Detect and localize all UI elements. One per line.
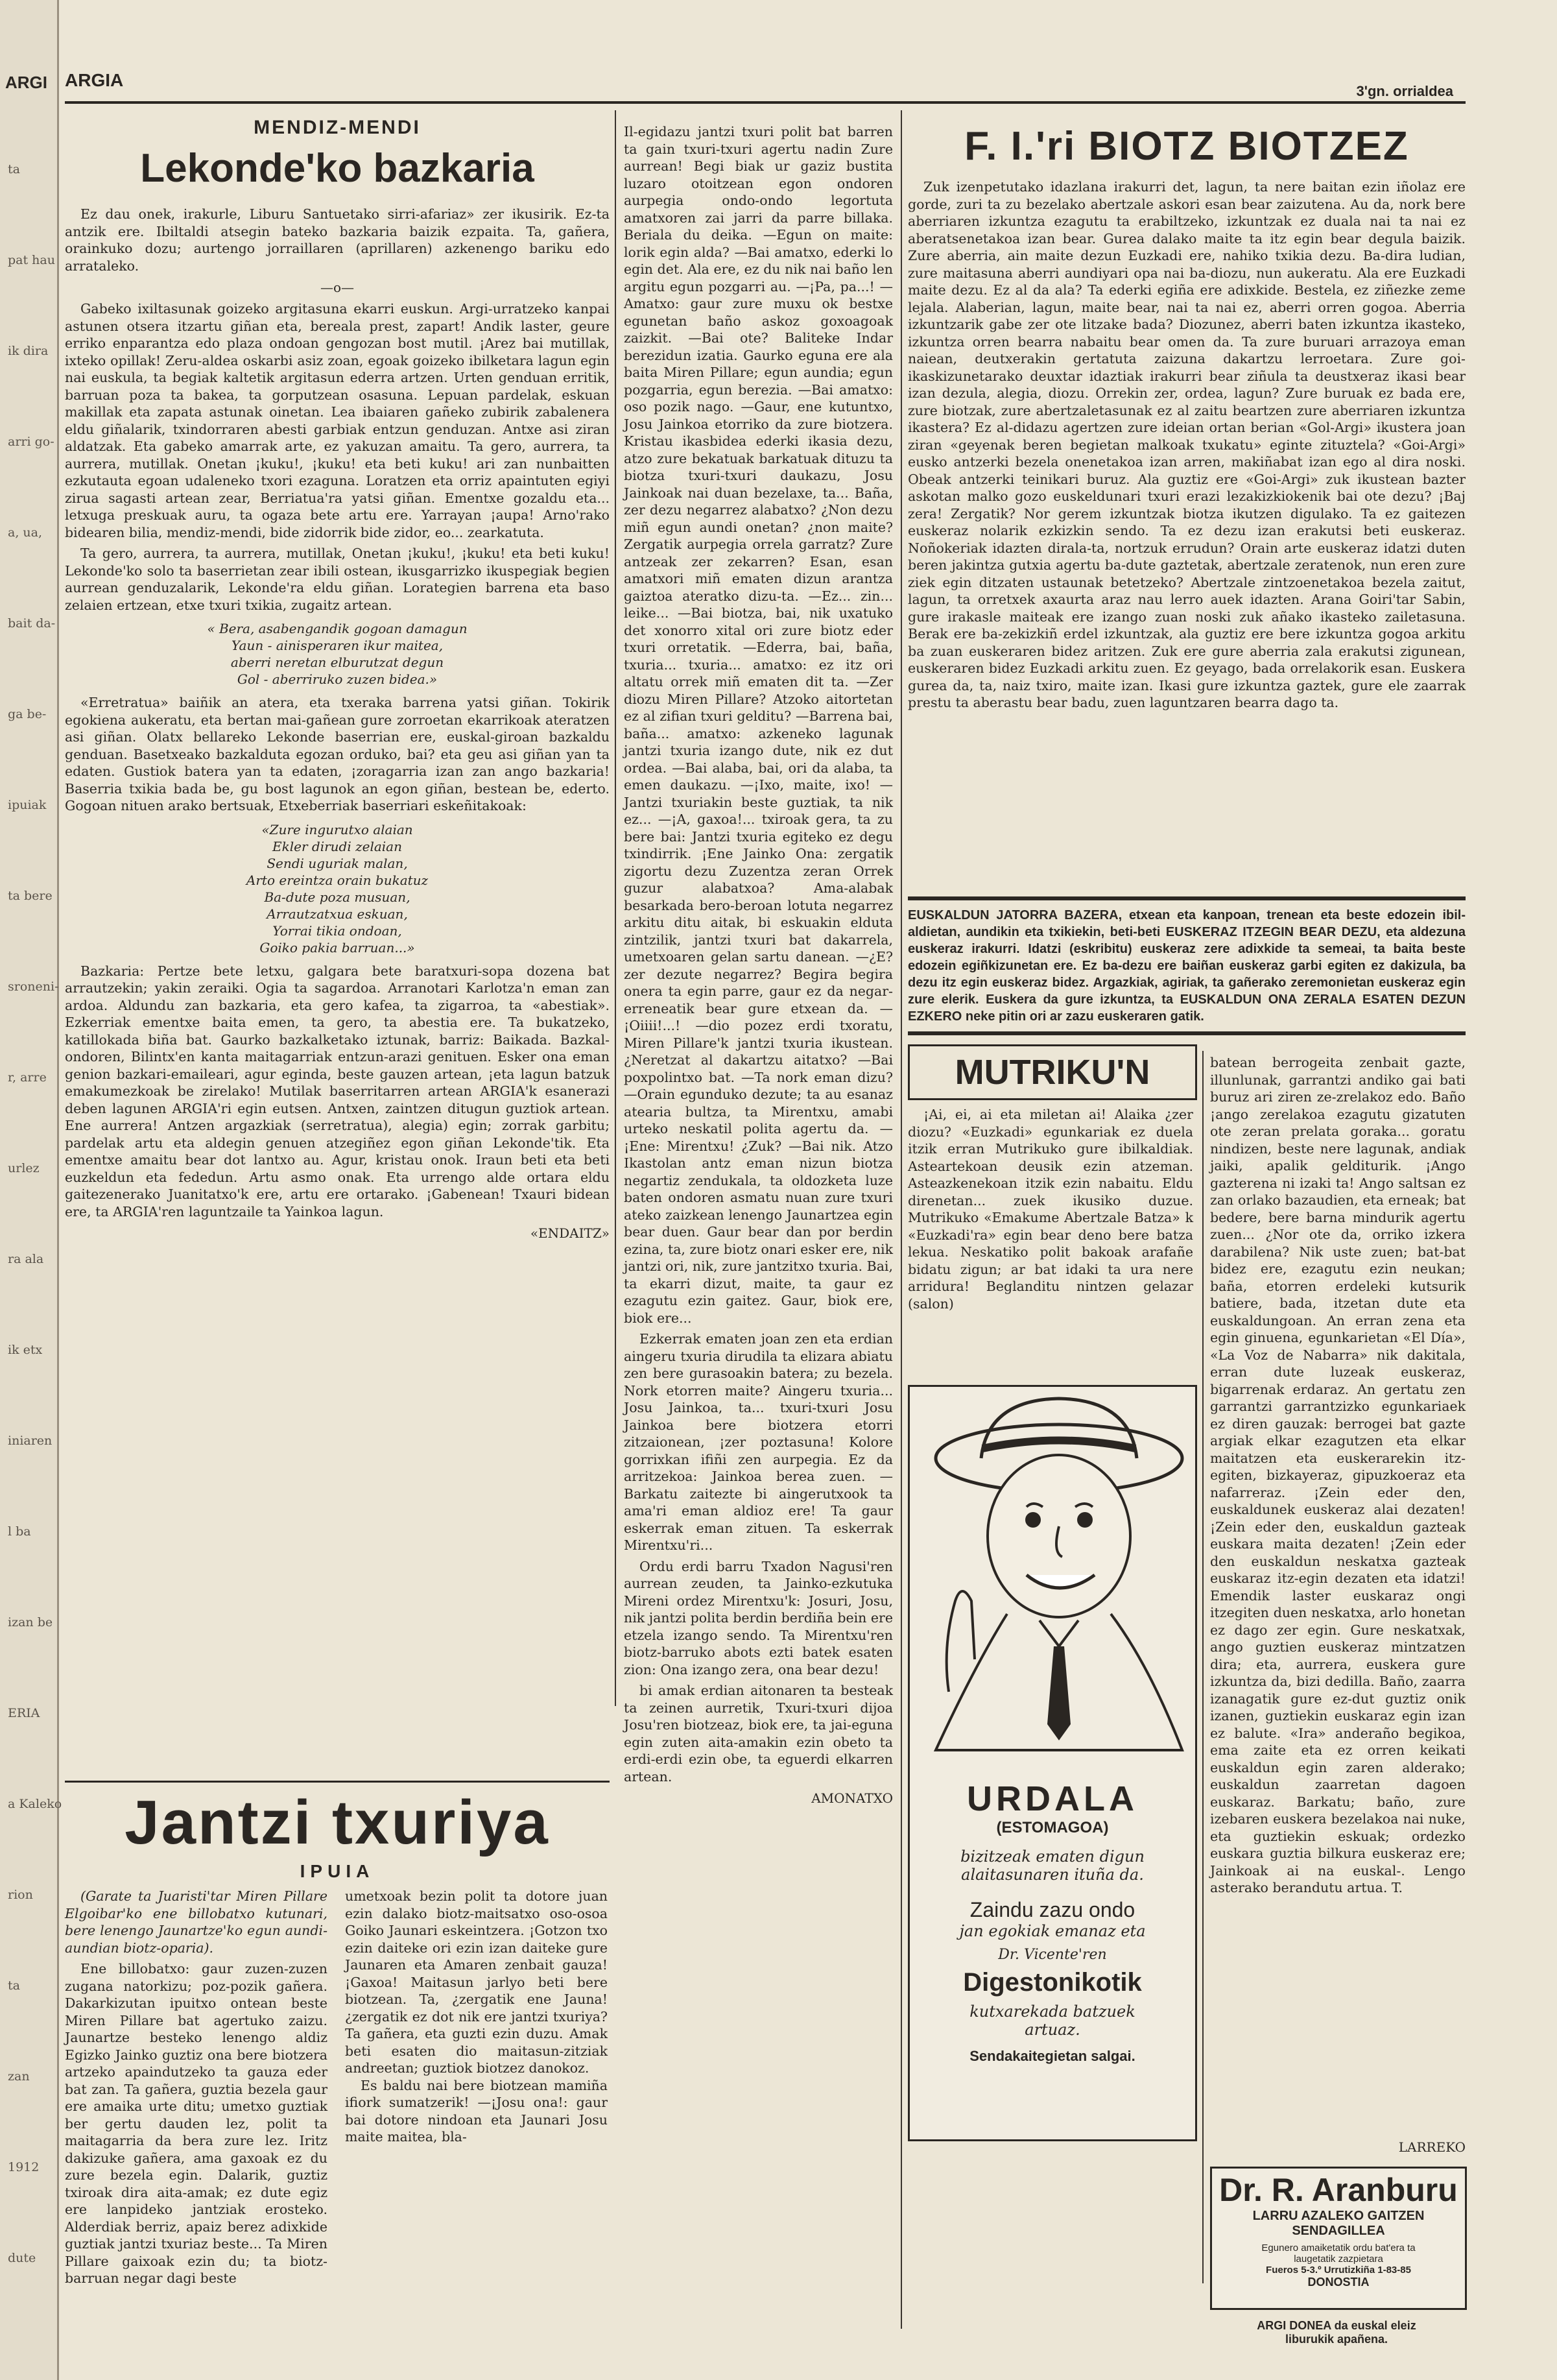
story-body: umetxoak bezin polit ta dotore juan ezin dalako biotz-maitsatxo oso-osoa Goiko Jaunari eskeintzera. ¡Gotzon txo ezin daiteke ori ezin izan daiteke gure Jaunaren eta Amaren zenbait gauza! ¡Gaxoa! Maitasun jarlyo beti bere biotzean. Ta, ¿zergatik ene Jauna! ¿zergatik ez dot nik ere jantzi txuriya? Ta gañera, eta guzti ezin duzu. Amak beti esaten dio maitasun-zitziak andreetan; guztiok biotzez danokoz. [345, 1888, 608, 2076]
story-body: Il-egidazu jantzi txuri polit bat barren ta gain txuri-txuri agertu nadin Zure aurrean! Begi biak ur gaziz bustita luzaro otoitzean egon ondoren aurpegia ondo-ondo legortuta amatxoren zai jarri da parre billaka. Beriala du deika. —Egun on maite: lorik egin alda? —Bai amatxo, ederki lo egin det. Ala ere, ez du nik nai baño len argitu egun pozgarri au. —¡Pa, pa...! —Amatxo: gaur zure muxu ok bestxe egunetan baño askoz goxoagoak zaizkit. —Bai ote? Baliteke Indar berezidun izatia. Gaurko eguna ere ala baita Miren Pillare; egun aundia; egun pozgarria, egun berezia. —Bai amatxo: oso pozik nago. —Gaur, ene kutuntxo, Josu Jainkoa etorriko da zure biotzera. Kristau ikasbidea ederki ikasia dezu, atzo zure bekatuak barkatuak dituzu ta biotza txuri-txuri daukazu, Josu Jainkoak nai duan bezelaxe, ta... Baña, zer dezu negarrez alabatxo? ¿Non dezu miñ egun aundi onetan? ¿non maite? Zergatik aurpegia orrela garratz? Zure antzeak zer zekarren? Esan, esan amatxori miñ ematen dizun arantza gaiztoa ateratko dizu-ta. —Ez... zin... leike... —Bai biotza, bai, nik uxatuko det xonorro xital ori zure biotz eder txuri orretatik. —Ederra, bai, baña, txuria... txuria... amatxo: ez itz ori altatu orrek miñ ematen dit ta. —Zer diozu Miren Pillare? Atzoko aitortetan ez al zifian txuri gelditu? —Barrena bai, baña... amatxo: azkeneko lagunak jantzi txuria izango dute, nik ez dut ordea. —Bai alaba, bai, ori da alaba, ta emen daukazu. —¡Ixo, maite, ixo! —Jantzi txuriakin beste guztiak, ta nik ez... —¡A, gaxoa!... txiroak gera, ta zu bere bai: Jantzi txuria egiteko ez degu txindirrik. ¡Ene Jainko Ona: zergatik zigortu dezu Zuzentza zeran Orrek guzur alabatxoa? Ama-alabak besarkada bero-beroan lotuta negarrez arkitu ditu aitak, bi eskuakin elduta zintzilik, jantzi txuri bat dakarrela, umetxoaren gelan sartu danean. —¿E? zer dezute negarrez? Begira begira onera ta egin parre, gaur ez da negar-erreneatik bear gure etxean da. —¡Oiiii!...! —dio pozez erdi txoratu, Miren Pillare'k jantzi txuria ikustean. ¿Neretzat al dakartzu aitatxo? —Bai poxpolintxo bat. —Ta nork eman dizu? —Orain egunduko dezute; ta au esanaz atearia bultza, ta Mirentxu, amabi urteko neskatil polita agertu da. —¡Ene: Mirentxu! ¿Zuk? —Bai nik. Atzo Ikastolan antz eman nizun biotza negartiz zendukala, ta oldozketa luze baten ondoren asmatu nuan zure txuri ateko zaizkean lenengo Jaunartzea egin bear duen. Gaur bear dan por berdin ezina, ta, zure biotz onari esker ere, nik jantzi ori, nik, zure jantzitxo txuria. Bai, ta ekarri dizut, maite, ta gaur ez ezagutu ezin gaitez. Gaur, biok ere, biok ere... [624, 124, 893, 1326]
brand-name: URDALA [967, 1779, 1138, 1818]
story-body: Es baldu nai bere biotzean mamiña ifiork sumatzerik! —¡Josu ona!: gaur bai dotore nindoan eta Jaunari Josu maite maitea, bla- [345, 2077, 608, 2145]
doctor-name: Dr. R. Aranburu [1219, 2172, 1458, 2208]
margin-fragment: sroneni- [8, 980, 59, 994]
story-continuation [624, 123, 893, 2342]
margin-fragment: a, ua, [8, 525, 43, 540]
ad-line: Zaindu zazu ondo [969, 1898, 1135, 1921]
article-body: Bazkaria: Pertze bete letxu, galgara bete baratxuri-sopa dozena bat arrautzekin; yakin zeraiki. Ogia ta sagardoa. Arranotari Karlotza'n eman zan ardoa. Aldundu zan bazkaria, eta gero kafea, ta zigarroa, ta «abestiak». Ezkerriak ementxe baita emen, ta gero, ta abestia ere. Ta bukatzeko, katillokada biña bat. Gaurko bazkalketako iztunak, barriz: Baikada. Bazkal-ondoren, Bilintx'en kanta maitagarriak entzun-arazi genituen. Esker ona eman genion bazkari-emaileari, agur eginda, beste gauzen artean, ¡eta lagun batzuk emakumezkoak be zirelako! Mutilak baserritarren artean ARGIA'k esanerazi deben lagunen ARGIA'ri egin eutsen. Antxen, zaintzen ditugun guztiok artean. Ene aurrera! Antzen argazkiak (serretratua), alegia) egin; zorrak garbitu; pardelak artu eta aldegin genuen atzegiñez egon giñan Lekonde'tik. Eta ementxe amaitu bear dot lantxo au. Agur, kristau onok. Iraun beti eta beti euzkeldun eta fededun. Artu asmo onak. Eta urrengo alde ortara eldu gaitezenerako Juanitatxo'k ere, artu ere ortarako. ¡Gabenean! Txauri bidean ere, ta ARGIA'ren laguntzaile ta Yainkoa lagun. [65, 963, 610, 1220]
article-body: «Erretratua» baiñik an atera, eta txeraka barrena yatsi giñan. Tokirik egokiena aukeratu, eta bertan mai-gañean gure zorroetan ekarrikoak ateratzen asi giñan. Olatx bellareko Lekonde baserrian ere, euskal-giroan bazkaldu genduan. Basetxeako bazkalduta egozan orduko, bai? eta geu asi giñan yan ta edaten. Gustiok batera yan ta edaten, ¡zoragarria izan zan ango bazkaria! Baserria txikia bada be, gu bost lagunok an egon giñan, bestean be, ederto. Gogoan nituen arako bertsuak, Etxeberriak baserriari eskeñitakoak: [65, 695, 610, 813]
article-body: Ta gero, aurrera, ta aurrera, mutillak, Onetan ¡kuku!, ¡kuku! eta beti kuku! Lekonde'ko solo ta baserrietan zear ibili ostean, ikusgarrizko ikuspegiak begien aurrean genduzalarik, Lekonde'ra eldu giñan. Lorategien barrena eta baso zelaien ertzean, etxe txuri txikia, zugaitz artean. [65, 546, 610, 613]
closing-note: ARGI DONEA da euskal eleiz liburukik apañena. [1257, 2319, 1416, 2346]
section-rule [908, 896, 1466, 900]
man-with-hat-illustration [910, 1387, 1195, 1770]
margin-fragment: ipuiak [8, 798, 47, 812]
margin-fragment: ga be- [8, 707, 47, 721]
section-rule [908, 1031, 1466, 1035]
doctor-address: Fueros 5-3.º Urrutizkiña 1-83-85 [1266, 2265, 1411, 2276]
column-divider [901, 110, 902, 2329]
margin-title: ARGI [5, 73, 47, 92]
column-divider [615, 110, 616, 1706]
story-subtitle: IPUIA [300, 1861, 375, 1881]
article-title: Lekonde'ko bazkaria [140, 146, 534, 191]
margin-fragment: dute [8, 2251, 36, 2265]
margin-fragment: l ba [8, 1524, 31, 1539]
margin-fragment: izan be [8, 1615, 53, 1629]
margin-fragment: zan [8, 2069, 30, 2084]
story-body: bi amak erdian aitonaren ta besteak ta zeinen aurretik, Txuri-txuri dijoa Josu'ren biotzeaz, biok ere, ta jai-eguna egin zuten aita-amakin ezin obeto ta erdi-erdi ezin obe, ta eguerdi elkarren artean. [624, 1683, 893, 1785]
margin-fragment: rion [8, 1888, 33, 1902]
column-divider [1202, 1051, 1204, 2283]
newspaper-name: ARGIA [65, 70, 124, 90]
article-body: Zuk izenpetutako idazlana irakurri det, lagun, ta nere baitan ezin iñolaz ere gorde, zuri ta zu bezelako abertzale askori esan bear zaizutena. Au da, nork bere aberriaren izkuntza ezagutu ta erabiltzeko, izkuntzak ez duala nai ta nai ez aberatsenetakoa izan bear. Gurea dalako maite ta itz egin bear degula baizik. Zure aberria, ain maite dezun Euzkadi ere, nahiko txikia dezu. Ba-dira ludian, zure maitasuna aberri aundiyari opa nai ba-diozu, nun aukeratu. Ala ere Euzkadi maite dezu. Ez al da ala? Ta ederki egiña ere adixkide. Bestela, ez ziñezke zeme lejala. Alaberian, lagun, maite bear, nai ta nai ez, aberri orren gogoa. Aberria izkuntzarik gabe zer ote litzake bada? Diozunez, aberri baten izkuntza ikasteko, izkuntza orren bearra nabaitu bear omen da. Ta zure buruari arrazoya eman naiean, deutxerakin gertatuta zaizuna dakartzu lerroetara. Zure goi-ikaskizunetarako deuxtar idaztiak irakurri bear ziñula ta deustxeraz ikasi bear izan dezula, alegia, diozu. Orrekin zer, ordea, lagun? Zure buruak ez bada ere, zure biotzak, zure abertzaletasunak ez al zaitu beartzen zure aberriaren izkuntza ikastera? Ez al-didazu agertzen zure ideian ortan berian «Gol-Argi» ikustera joan ziran «geyenak beren begietan malkoak txukatu» eginte zituztela? «Goi-Argi» eusko antzerki bezela onenetakoa izan arren, makiñabat izan ego al dira noski. Obeak antzerki teinikari buruz. Ala guztiz ere «Goi-Argi» zuk ikustean bazter askotan malko gozo euskeldunari txuri erazi lezakizkiokenik bai ote dezu? ¡Baj zera! Zergatik? Nor gerem izkuntzak biotza ikutzen digulako. Ta ez gaitezen euskeraz nolarik ezkizkin sendo. Ta ez dezu izan erakutsi beti euskeraz. Noñokeriak idazten dirala-ta, nortzuk errudun? Orain arte euskeraz idatzi duten beren jakintza gutxia agertu ba-dute gaztetak, abertzale zeratenok, nun eren zure ziek egin ditzaten ustaunak betetzeko? Abertzale zintzoenetakoa bezela zaitut, lagun, ta orretxek axaurta araz nau lerro auek idazten. Arana Goiri'tar Sabin, gure irakasle maiteak ere izango zuan noski zuk añako ikasteko zailetasuna. Berak ere ba-zekizkiñ erdel izkuntzak, ala guztiz ere bere izkuntza gogoa arkitu ba zuan euskeraren bidez aritzen. Zuk ere gure aberria zala erakutsi zigunean, euskeraren bidez Euzkadi arkitu zuen. Ez geyago, bada orrelakorik esan. Euskera gurea da, ta, naiz txiro, maite izan. Ikasi gure izkuntza gaztek, gure ele zaarrak prestu ta aberastu bear badu, zuen laguntzaren bearra dago ta. [908, 179, 1466, 710]
ad-line: artuaz. [1025, 2021, 1080, 2039]
ad-line: kutxarekada batzuek [969, 2002, 1135, 2021]
ad-line: alaitasunaren ituña da. [961, 1866, 1144, 1884]
margin-fragment: ra ala [8, 1252, 44, 1266]
section-title: MUTRIKU'N [955, 1053, 1150, 1092]
margin-fragment: a Kaleko [8, 1797, 62, 1811]
margin-fragment: ik etx [8, 1343, 43, 1357]
section-heading-box [908, 1044, 1197, 1100]
story-jantzi [65, 1787, 610, 1882]
story-body: Ezkerrak ematen joan zen eta erdian aingeru txuria dirudila ta elizara abiatu zen bere gurasoakin batera; zu bezela. Nork etorren maite? Aingeru txuria... Josu Jainkoa, ta... txuri-txuri Josu Jainkoa bere biotzera etorri zitzaionean, ¡zer poztasuna! Kolore gorrixkan ifiñi zen aurpegia. Ez da arritzekoa: Jainkoa berea zuen. —Barkatu zaitezte bi aingerutxook ta ama'ri eman aldioz ere! Ta gaur eskerrak eman zituen. Ta eskerrak Mirentxu'ri... [624, 1331, 893, 1553]
doctor-specialty: LARRU AZALEKO GAITZEN [1252, 2209, 1425, 2223]
margin-fragment: urlez [8, 1161, 40, 1175]
ad-line: bizitzeak ematen digun [960, 1847, 1145, 1866]
mutriku-body: ¡Ai, ei, ai eta miletan ai! Alaika ¿zer diozu? «Euzkadi» egunkariak ez duela itzik erran Mutrikuko gure ibilkaldiak. Asteartekoan deusik ezin atzeman. Asteazkenekoan itzik ezin nabaitu. Eldu direnetan... zuek ikusiko duzue. Mutrikuko «Emakume Abertzale Batza» k «Euzkadi'ra» egin bear deno bere batza lekua. Neskatiko polit bakoak arafañe bidatu zigun; ar bat idaki ta ura nere arridura! Beglanditu nintzen gelazar (salon) [908, 1107, 1193, 1312]
margin-fragment: ta bere [8, 889, 53, 903]
story-body: Ene billobatxo: gaur zuzen-zuzen zugana natorkizu; poz-pozik gañera. Dakarkizutan ipuitxo ontean beste Miren Pillare bat agertuko zaizu. Jaunartze besteko lenengo aldiz Egizko Jainko guztiz ona bere biotzera artzeko apaindutzeko ta gauza eder bat zan. Ta gañera, guztia bezela gaur ere amaika urte ditu; umetxo guztiak ber gertu dauden lez, polit ta maitagarria da bera zure lez. Iritz dakizuke gañera, ama gaxoak ez du zure bezela egin. Dalarik, guztiz txiroak dira aita-amak; ez dute egiz ere lanpideko jantziak erosteko. Alderdiak berriz, apaiz berez adixkide guztiak jantzi txuriaz beste... Ta Miren Pillare gaixoak ezin du; ta biotz-barruan negar dagi beste [65, 1961, 327, 2286]
verse: « Bera, asabengandik gogoan damagun Yaun - ainisperaren ikur maitea, aberri neretan elburutzat degun Gol - aberriruko zuzen bidea.» [207, 621, 468, 687]
margin-fragment: arri go- [8, 435, 54, 449]
page-number: 3'gn. orrialdea [1356, 83, 1453, 99]
notice-box [908, 907, 1466, 1024]
doctor-city: DONOSTIA [1307, 2276, 1370, 2289]
story-body: Ordu erdi barru Txadon Nagusi'ren aurrean zeuden, ta Jainko-ezkutuka Mireni ordez Mirentxu'k: Josuri, Josu, nik jantzi polita berdin berdiña bein ere etzela izango sendo. Ta Mirentxu'ren biotz-barruko abots ezti batek esaten zion: Ona izango zera, ona bear dezu! [624, 1558, 893, 1677]
margin-fragment: bait da- [8, 616, 56, 631]
separator: —o— [320, 280, 355, 295]
margin-fragment: iniaren [8, 1434, 53, 1448]
story-title: Jantzi txuriya [125, 1788, 550, 1857]
article-lekonde [65, 117, 610, 1241]
article-intro: Ez dau onek, irakurle, Liburu Santuetako sirri-afariaz» zer ikusirik. Ez-ta antzik ere. Ibiltaldi atsegin bateko bazkaria baizik ezpaita. Ta, gañera, orainkuko dozu; aurtengo jorraillaren (aprillaren) azkenengo bariku edo arrataleko. [65, 206, 610, 274]
margin-fragment: ta [8, 1978, 20, 1993]
ad-line: Sendakaitegietan salgai. [969, 2048, 1135, 2064]
story-column [65, 1888, 327, 2287]
margin-fragment: ta [8, 162, 20, 176]
ad-line: Dr. Vicente'ren [998, 1947, 1107, 1963]
article-kicker: MENDIZ-MENDI [254, 117, 421, 138]
signature: LARREKO [1398, 2139, 1466, 2155]
header-rule [65, 101, 1466, 104]
doctor-advertisement [1210, 2167, 1467, 2310]
signature: «ENDAITZ» [530, 1225, 610, 1241]
notice-lead: EUSKALDUN JATORRA BAZERA, [908, 908, 1123, 922]
signature: AMONATXO [811, 1790, 893, 1806]
urdala-advertisement [908, 1385, 1197, 2141]
story-dedication: (Garate ta Juaristi'tar Miren Pillare Elgoibar'ko ene billobatxo kutunari, bere lenengo Jaunartze'ko egun aundi-aundian biotz-oparia). [65, 1888, 327, 1956]
margin-fragment: 1912 [8, 2160, 40, 2174]
story-column [345, 1888, 608, 2146]
margin-fragment: r, arre [8, 1070, 47, 1085]
product-name: Digestonikotik [963, 1968, 1142, 1997]
brand-subtitle: (ESTOMAGOA) [996, 1819, 1109, 1836]
verse: «Zure ingurutxo alaian Ekler dirudi zelaian Sendi uguriak malan, Arto ereintza orain bukatuz Ba-dute poza musuan, Arrautzatxua eskuan, Yorrai tikia ondoan, Goiko pakia barruan...» [246, 821, 429, 956]
article-biotz [908, 123, 1466, 924]
article-title: F. I.'ri BIOTZ BIOTZEZ [964, 124, 1409, 169]
doctor-hours: Egunero amaiketatik ordu bat'era ta [1261, 2242, 1416, 2254]
article-body: Gabeko ixiltasunak goizeko argitasuna ekarri euskun. Argi-urratzeko kanpai astunen otsera itzartu giñan eta, bereala prest, zapart! Andik laster, geure erriko enparantza edo plaza ondoan gengozan bost mutil. ¡Arez bai mutillak, ixteko opillak! Zeru-aldea oskarbi asiz zoan, egoak goizeko ibilketara lagun egin nai euskula, ta begiak kaltetik argitasun ederra artzen. Urten genduan erritik, barruan poza ta bakea, ta gorputzean osasuna. Lepuan pardelak, eskuan makillak eta zapata astunak oinetan. Lea ibaiaren gañeko zubirik zabalenera eldu giñalarik, txindorraren abesti garbiak entzun genduzan. Antxe asi ziran aldatzak. Eta gabeko amarrak arte, ez yakuzan amaitu. Ta gero, aurrera, ta aurrera, mutillak. Onetan ¡kuku!, ¡kuku! eta beti kuku! ari zan nunbaitten ezkutauta egoan udaleneko txori ezaguna. Loratzen eta orriz apaintuten egiyi zirua sagasti artean zear, Berriatua'ra yatsi giñan. Ementxe gozaldu eta... letxuga preskuak auru, ta ogaza bete artu ere. Yarrayan ¡aupa! Arno'rako bidearen bilia, mendiz-mendi, bide zidorrik bide zidor, eo... zearkatuta. [65, 301, 610, 540]
ad-line: jan egokiak emanaz eta [959, 1922, 1146, 1940]
section-rule [65, 1781, 610, 1783]
margin-fragment: ERIA [8, 1706, 40, 1720]
margin-fragment: ik dira [8, 344, 49, 358]
doctor-specialty: SENDAGILLEA [1292, 2224, 1385, 2238]
notice-text [908, 907, 1466, 1024]
notice-body: etxean eta kanpoan, trenean eta beste edozein ibil-aldietan, aundikin eta txikiekin, beti-beti EUSKERAZ ITZEGIN BEAR DEZU, eta aldezuna euskeraz irakurri. Idatzi (eskribitu) euskeraz zere adixkide ta semeai, ta baita beste edozein egiñkizunetan ere. Ez ba-dezu ere baiñan euskeraz garbi egiten ez dakizula, ba dezu itz egin euskeraz bidez. Argazkiak, agiriak, ta gañerako zeremonietan euskeraz egin zure elerik. Euskera da gure izkuntza, ta EUSKALDUN ONA ZERALA ESATEN DEZUN EZKERO neke pitin ori ar zazu euskeraren gatik. [908, 908, 1466, 1024]
margin-fragment: pat hau [8, 253, 55, 267]
doctor-hours: laugetatik zazpietara [1294, 2254, 1383, 2265]
mutriku-continuation: batean berrogeita zenbait gazte, illunlunak, garrantzi andiko gai bati buruz ari ziren ze-zrelakoz edo. Baño ¡ango zerelakoa ezagutu gizatuten ote zeran prelata goraka... goratu nindizen, beste nere lagunak, andiak jaiki, apalik gelditurik. ¡Ango gazterena ni izaki ta! Ango saltsan ez zan orlako bazaudien, eta erneak; bat bedere, bere barna mindurik agertu zuen... ¿Nor ote da, orriko izkera darabilena? Nik uste zuen; bat-bat bidez ere, ezagutu ezin neukan; baña, etorren erdeleki kutsurik batiere, bada, itzetan dute eta euskaldungoan. An erran zena eta egin ginuena, egunkarietan «El Día», «La Voz de Nabarra» nik dakitala, erran dute luzeak euskeraz, bigarrenak erdaraz. An gertatu zen garrantzi garrantzizko egunkariaek ez diren gauzak: berrogei bat gazte argiak elkar ezagutzen eta elkar maitatzen eta euskerarekin itz-egiten, bizkayeraz, gipuzkoeraz eta nafarreraz. ¡Zein eder den, euskaldunek euskeraz alai dezaten! ¡Zein eder den, euskaldun gazteak euskara maita dezaten! ¡Zein eder den euskaldun neskatxa gazteak euskaraz itz-egin dezaten eta idatzi! Emendik laster euskaraz ongi itzegiten duen neskatxa, arlo honetan ez dago zer egin. Gure neskatxak, ango guztien euskeraz mintzatzen dira; eta, aurrera, euskera gure izkuntza da, bizi dedilla. Baño, zaarra izanagatik gure ez-dut guztiz onik izanen, guztiekin euskaraz egin izan ez balute. «Ira» anderaño begikoa, ema zaite eta ez orren keikati euskaldun egin zaren alderako; euskaldun zaarretan dagoen euskaraz. Barkatu; baño, zure izebaren euskera bezelakoa nai nuke, eta guztiekin eskuak; ordezko euskara guztia bilkura euskeraz ere; Jainkoak ai na euskal-. Lengo asterako berandutu artua. T. [1210, 1055, 1466, 1895]
